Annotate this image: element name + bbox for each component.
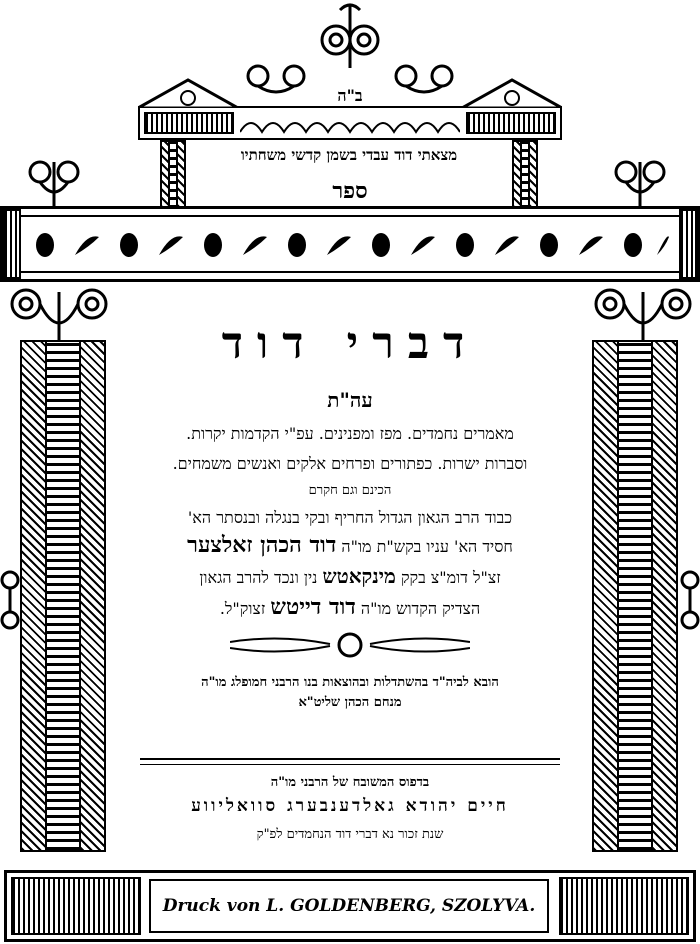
left-swirl-ornament (24, 152, 84, 208)
author-line-3 (112, 564, 588, 589)
year-chronogram: שנת זכור נא דברי דוד הנחמדים לפ"ק (256, 827, 444, 842)
bottom-base (4, 870, 696, 942)
author-title: זצ"ל דומ"צ בקק (400, 568, 501, 587)
printer-line-2: חיים יהודא גאלדענבערג סוואליווע (191, 796, 509, 816)
right-capital-ornament (588, 282, 698, 342)
arch-lintel (138, 106, 562, 140)
lintel-right-block (466, 112, 556, 134)
book-title: דברי דוד (221, 318, 479, 369)
base-right-block (559, 877, 689, 935)
lineage-text: נין ונכד להרב הגאון (199, 568, 318, 587)
sefer-word: ספר (332, 178, 368, 204)
leaf-frieze (0, 206, 700, 282)
upper-right-column (512, 140, 538, 210)
base-left-block (11, 877, 141, 935)
double-rule (140, 758, 560, 765)
leaf-row (29, 227, 669, 263)
left-pediment (138, 76, 238, 108)
top-finial-ornament (300, 0, 400, 70)
city-name: מינקאטש (322, 564, 396, 588)
book-subtitle: עה"ת (327, 388, 373, 412)
ancestor-honorific: הצדיק הקדוש מו"ה (360, 599, 481, 618)
right-swirl-ornament (610, 152, 670, 208)
author-line-4 (112, 594, 588, 620)
ancestor-suffix: זצוק"ל. (219, 599, 266, 618)
bh-mark: ב"ה (337, 86, 363, 105)
author-name: דוד הכהן זאלצער (187, 532, 337, 558)
center-divider (230, 630, 470, 660)
ancestor-name: דוד דייטש (270, 594, 356, 620)
right-pillar (592, 340, 678, 852)
scallop-pattern (240, 112, 460, 136)
right-pediment (462, 76, 562, 108)
author-line-2 (112, 532, 588, 558)
description-line-1: מאמרים נחמדים. מפז ומפנינים. עפ"י הקדמות יקרות. (186, 424, 514, 443)
left-capital-ornament (4, 282, 114, 342)
left-scroll-ornament (246, 58, 306, 98)
publisher-line-2: מנחם הכהן שליט"א (298, 695, 402, 710)
description-line-2: וסברות ישרות. כפתורים ופרחים אלקים ואנשים משמחים. (172, 454, 528, 473)
imprint-box (149, 879, 549, 933)
printer-line-1: בדפוס המשובח של הרבני מו"ה (270, 775, 430, 790)
lintel-left-block (144, 112, 234, 134)
left-pillar (20, 340, 106, 852)
arch-verse: מצאתי דוד עבדי בשמן קדשי משחתיו (240, 146, 458, 164)
frieze-right-cap (679, 209, 697, 279)
publisher-line-1: הובא לביה"ד בהשתדלות ובהוצאות בנו הרבני חמופלג מו"ה (201, 675, 499, 690)
description-line-3: הכינם וגם חקרם (308, 483, 392, 498)
author-honorific: חסיד הא' עניו בקש"ת מו"ה (341, 537, 513, 556)
author-line-1: כבוד הרב הגאון הגדול החריף ובקי בנגלה ובנסתר הא' (187, 508, 513, 527)
frieze-left-cap (3, 209, 21, 279)
upper-left-column (160, 140, 186, 210)
right-pillar-curl (680, 560, 700, 640)
left-pillar-curl (0, 560, 20, 640)
right-scroll-ornament (394, 58, 454, 98)
printer-imprint: Druck von L. GOLDENBERG, SZOLYVA. (162, 896, 536, 916)
